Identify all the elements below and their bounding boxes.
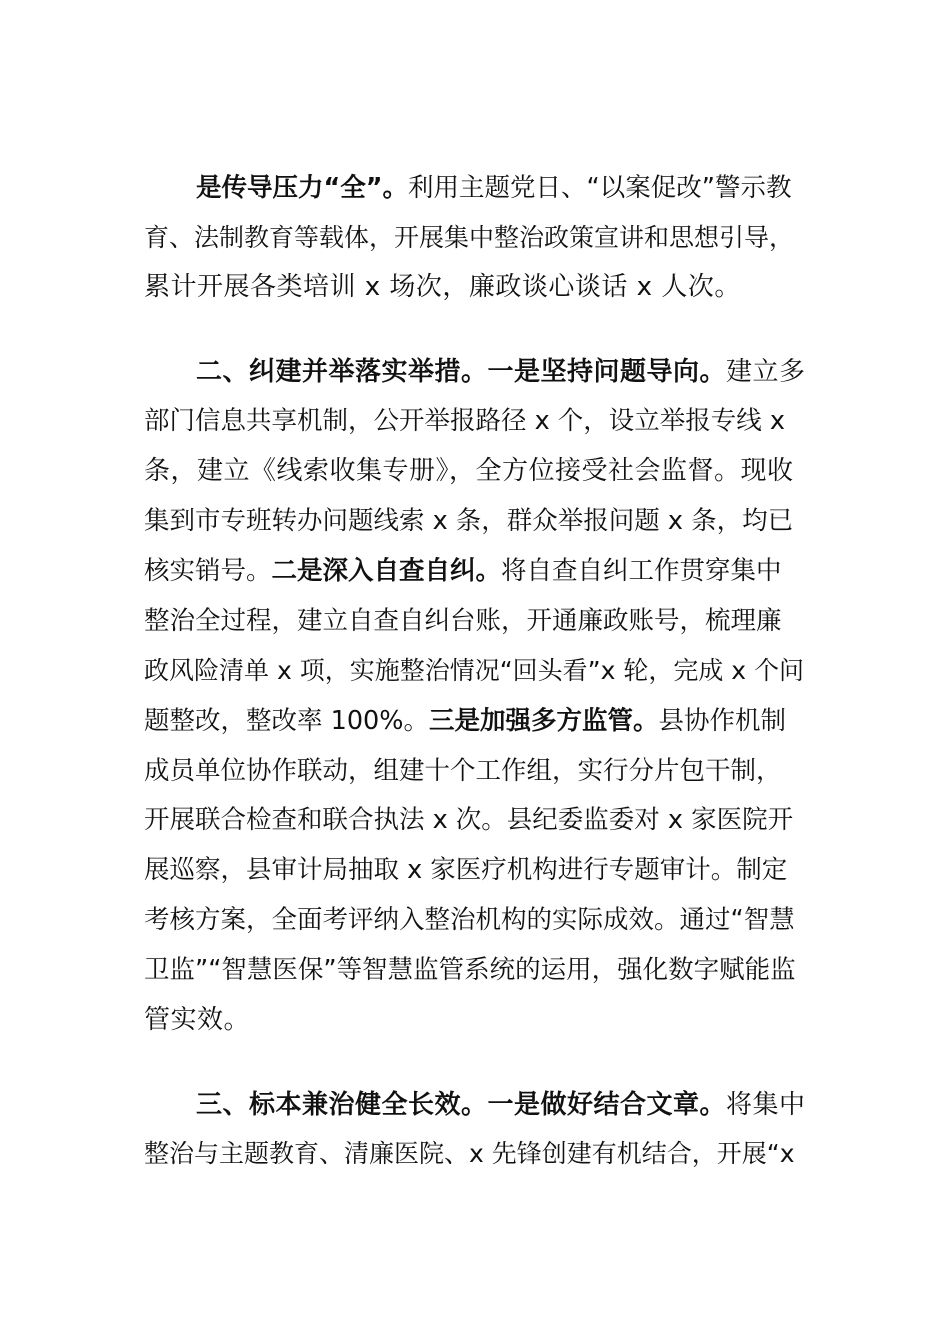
body-text: 县协作机制 bbox=[658, 706, 787, 736]
paragraph-1-line-1 bbox=[196, 170, 791, 206]
paragraph-2-line-14: 管实效。 bbox=[144, 1005, 251, 1035]
body-text: 建立多 bbox=[726, 357, 806, 387]
paragraph-2-line-7: 政风险清单 x 项，实施整治情况“回头看”x 轮，完成 x 个问 bbox=[144, 656, 805, 685]
subheading-bold: 三是加强多方监管。 bbox=[429, 706, 659, 736]
paragraph-2-line-5 bbox=[144, 553, 782, 589]
section-heading: 三、标本兼治健全长效。 bbox=[196, 1090, 488, 1120]
body-text: 将集中 bbox=[726, 1090, 806, 1120]
paragraph-2-line-9: 成员单位协作联动，组建十个工作组，实行分片包干制， bbox=[144, 756, 782, 786]
section-heading: 二、纠建并举落实举措。 bbox=[196, 357, 488, 387]
paragraph-2-line-3: 条，建立《线索收集专册》，全方位接受社会监督。现收 bbox=[144, 456, 794, 486]
body-text: 题整改，整改率 100%。 bbox=[144, 706, 430, 736]
paragraph-1-line-2: 育、法制教育等载体，开展集中整治政策宣讲和思想引导， bbox=[144, 223, 795, 252]
body-text: 核实销号。 bbox=[144, 556, 272, 586]
paragraph-2-line-10: 开展联合检查和联合执法 x 次。县纪委监委对 x 家医院开 bbox=[144, 805, 794, 835]
heading-bold: 是传导压力“全”。 bbox=[196, 173, 409, 203]
paragraph-2-line-6: 整治全过程，建立自查自纠台账，开通廉政账号，梳理廉 bbox=[144, 606, 782, 636]
paragraph-2-line-1 bbox=[196, 354, 806, 390]
paragraph-3-line-1 bbox=[196, 1087, 806, 1123]
subheading-bold: 一是坚持问题导向。 bbox=[487, 357, 727, 387]
paragraph-3-line-2: 整治与主题教育、清廉医院、x 先锋创建有机结合，开展“x bbox=[144, 1139, 795, 1168]
paragraph-2-line-11: 展巡察，县审计局抽取 x 家医疗机构进行专题审计。制定 bbox=[144, 855, 788, 885]
paragraph-2-line-4: 集到市专班转办问题线索 x 条，群众举报问题 x 条，均已 bbox=[144, 506, 794, 536]
paragraph-2-line-12: 考核方案，全面考评纳入整治机构的实际成效。通过“智慧 bbox=[144, 905, 795, 935]
paragraph-1-line-3: 累计开展各类培训 x 场次，廉政谈心谈话 x 人次。 bbox=[144, 272, 741, 302]
paragraph-2-line-13: 卫监”“智慧医保”等智慧监管系统的运用，强化数字赋能监 bbox=[144, 955, 796, 985]
body-text: 利用主题党日、“以案促改”警示教 bbox=[408, 173, 792, 203]
subheading-bold: 一是做好结合文章。 bbox=[487, 1090, 727, 1120]
body-text: 将自查自纠工作贯穿集中 bbox=[501, 556, 782, 586]
paragraph-2-line-8 bbox=[144, 703, 786, 739]
paragraph-2-line-2: 部门信息共享机制，公开举报路径 x 个，设立举报专线 x bbox=[144, 406, 786, 436]
subheading-bold: 二是深入自查自纠。 bbox=[271, 556, 502, 586]
